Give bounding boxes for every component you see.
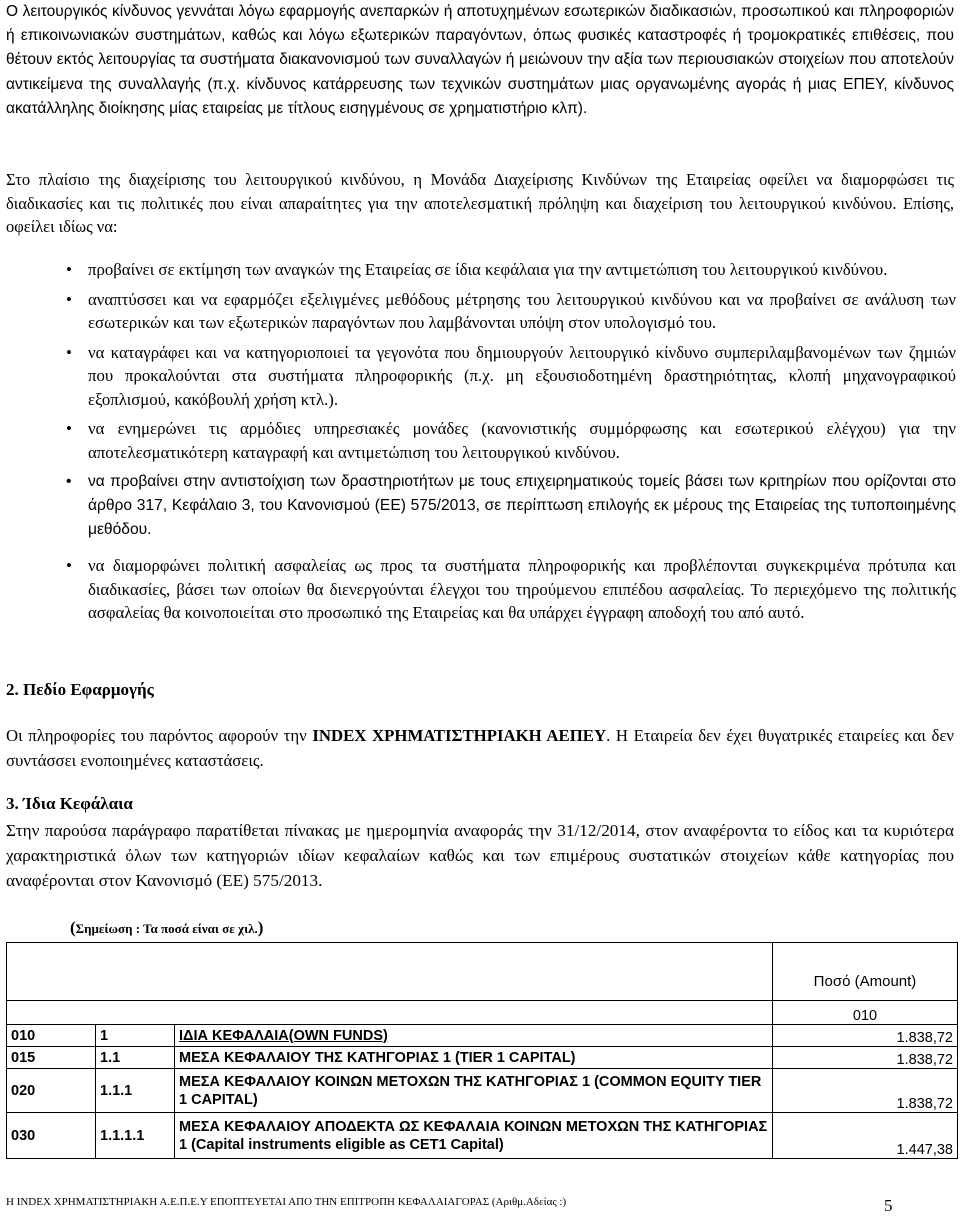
row-code: 020 [7,1069,96,1113]
list-item-text: να ενημερώνει τις αρμόδιες υπηρεσιακές μονάδες (κανονιστικής συμμόρφωσης και εσωτερικού ελέγχου) για την αποτελεσματικότερη καταγραφή και αντιμετώπιση του λειτουργικού κινδύνου. [88,419,956,462]
own-funds-table [6,942,958,1159]
list-item [66,470,956,542]
subheader-blank-cell [7,1001,773,1025]
row-number: 1.1.1 [96,1069,175,1113]
table-row [7,1113,958,1159]
amounts-note [70,918,263,938]
table-row [7,1047,958,1069]
list-item-text: να προβαίνει στην αντιστοίχιση των δραστηριοτήτων με τους επιχειρηματικούς τομείς βάσει των κριτηρίων που ορίζονται στο άρθρο 317, Κεφάλαιο 3, του Κανονισμού (ΕΕ) 575/2013, σε περίπτωση επιλογής εκ μέρους της Εταιρείας της τυποποιημένης μεθόδου. [88,473,956,538]
list-item-text: αναπτύσσει και να εφαρμόζει εξελιγμένες μεθόδους μέτρησης του λειτουργικού κινδύνου και να προβαίνει σε ανάλυση των εσωτερικών και των εξωτερικών παραγόντων που λαμβάνονται υπόψη στον υπολογισμό του. [88,289,956,332]
row-label: ΜΕΣΑ ΚΕΦΑΛΑΙΟΥ ΚΟΙΝΩΝ ΜΕΤΟΧΩΝ ΤΗΣ ΚΑΤΗΓΟΡΙΑΣ 1 (COMMON EQUITY TIER 1 CAPITAL) [175,1069,773,1113]
row-value: 1.447,38 [773,1113,958,1159]
section-2-heading: 2. Πεδίο Εφαρμογής [6,680,154,699]
list-item [66,417,956,464]
list-item [66,258,956,282]
list-item [66,554,956,625]
own-funds-paragraph: Στην παρούσα παράγραφο παρατίθεται πίνακας με ημερομηνία αναφοράς την 31/12/2014, στον αναφέροντα το είδος και τα κυριότερα χαρακτηριστικά όλων των κατηγοριών ιδίων κεφαλαίων καθώς και των επιμέρους συστατικών στοιχείων κάθε κατηγορίας που αναφέρονται στον Κανονισμό (ΕΕ) 575/2013. [6,821,954,890]
company-name: INDEX ΧΡΗΜΑΤΙΣΤΗΡΙΑΚΗ ΑΕΠΕΥ [312,726,607,745]
row-code: 030 [7,1113,96,1159]
list-item-text: να καταγράφει και να κατηγοριοποιεί τα γεγονότα που δημιουργούν λειτουργικό κίνδυνο συμπεριλαμβανομένων των ζημιών που προκαλούνται στα συστήματα πληροφορικής (π.χ. μη εξουσιοδοτημένη δραστηριότητας, κλοπή μηχανογραφικού εξοπλισμού, κακόβουλή χρήση κτλ.). [88,342,956,409]
list-item-text: προβαίνει σε εκτίμηση των αναγκών της Εταιρείας σε ίδια κεφάλαια για την αντιμετώπιση του λειτουργικού κινδύνου. [88,260,888,279]
row-number: 1.1 [96,1047,175,1069]
scope-paragraph [6,724,954,773]
header-blank-cell [7,943,773,1001]
intro-paragraph: Ο λειτουργικός κίνδυνος γεννάται λόγω εφαρμογής ανεπαρκών ή αποτυχημένων εσωτερικών διαδικασιών, προσωπικού και πληροφοριών ή επικοινωνιακών συστημάτων, καθώς και λόγω εξωτερικών παραγόντων, όπως φυσικές καταστροφές ή τρομοκρατικές επιθέσεις, που θέτουν εκτός λειτουργίας τα συστήματα διακανονισμού των συναλλαγών ή μειώνουν την αξία των περιουσιακών στοιχείων που αποτελούν αντικείμενα της συναλλαγής (π.χ. κίνδυνος κατάρρευσης των τεχνικών συστημάτων μιας οργανωμένης αγοράς ή μιας ΕΠΕΥ, κίνδυνος ακατάλληλης διοίκησης μίας εταιρείας με τίτλους εισηγμένους σε χρηματιστήριο κλπ). [6,3,954,117]
row-label: ΜΕΣΑ ΚΕΦΑΛΑΙΟΥ ΑΠΟΔΕΚΤΑ ΩΣ ΚΕΦΑΛΑΙΑ ΚΟΙΝΩΝ ΜΕΤΟΧΩΝ ΤΗΣ ΚΑΤΗΓΟΡΙΑΣ 1 (Capital instruments eligible as CET1 Capital) [175,1113,773,1159]
row-value: 1.838,72 [773,1047,958,1069]
list-item [66,341,956,412]
bullet-icon: • [66,473,72,490]
table-subheader-row [7,1001,958,1025]
amount-header: Ποσό (Amount) [773,943,958,1001]
note-open-paren: ( [70,918,76,937]
responsibilities-list [66,258,956,631]
scope-text-start: Οι πληροφορίες του παρόντος αφορούν την [6,726,313,745]
bullet-icon: • [66,419,72,438]
amount-column-code: 010 [773,1001,958,1025]
row-code: 015 [7,1047,96,1069]
section-3-heading: 3. Ίδια Κεφάλαια [6,794,133,813]
row-number: 1.1.1.1 [96,1113,175,1159]
bullet-icon: • [66,260,72,279]
row-label-rest: ΔΙΑ ΚΕΦΑΛΑΙΑ(OWN FUNDS) [183,1027,388,1044]
row-label-initial: Ι [179,1027,184,1044]
note-text: Σημείωση : Τα ποσά είναι σε χιλ. [75,921,258,936]
row-label: ΜΕΣΑ ΚΕΦΑΛΑΙΟΥ ΤΗΣ ΚΑΤΗΓΟΡΙΑΣ 1 (TIER 1 CAPITAL) [175,1047,773,1069]
framework-paragraph: Στο πλαίσιο της διαχείρισης του λειτουργικού κινδύνου, η Μονάδα Διαχείρισης Κινδύνων της Εταιρείας οφείλει να διαμορφώσει τις διαδικασίες και τις πολιτικές που είναι απαραίτητες για την αποτελεσματική πρόληψη και διαχείριση του λειτουργικού κινδύνου. Επίσης, οφείλει ιδίως να: [6,170,954,236]
table-header-row [7,943,958,1001]
bullet-icon: • [66,342,72,362]
row-number: 1 [96,1025,175,1047]
page-number: 5 [884,1196,893,1215]
row-value: 1.838,72 [773,1069,958,1113]
footer-text: Η INDEX ΧΡΗΜΑΤΙΣΤΗΡΙΑΚΗ Α.Ε.Π.Ε.Υ ΕΠΟΠΤΕΥΕΤΑΙ ΑΠΟ ΤΗΝ ΕΠΙΤΡΟΠΗ ΚΕΦΑΛΑΙΑΓΟΡΑΣ (Αριθμ.Αδείας :) [6,1196,567,1208]
bullet-icon: • [66,289,72,309]
list-item-text: να διαμορφώνει πολιτική ασφαλείας ως προς τα συστήματα πληροφορικής και προβλέπονται συγκεκριμένα πρότυπα και διαδικασίες, βάσει των οποίων θα διενεργούνται έλεγχοι του τηρούμενου επιπέδου ασφαλείας. Το περιεχόμενο της πολιτικής ασφαλείας θα κοινοποιείται στο προσωπικό της Εταιρείας και θα υπάρχει έγγραφη αποδοχή του από αυτό. [88,556,956,622]
table-row [7,1025,958,1047]
note-close-paren: ) [257,918,264,937]
scope-text-end: . Η Εταιρεία δεν έχει θυγατρικές εταιρείες και δεν συντάσσει ενοποιημένες καταστάσεις. [6,726,954,770]
row-label [175,1025,773,1047]
bullet-icon: • [66,556,72,575]
table-row [7,1069,958,1113]
row-value: 1.838,72 [773,1025,958,1047]
list-item [66,288,956,335]
row-code: 010 [7,1025,96,1047]
